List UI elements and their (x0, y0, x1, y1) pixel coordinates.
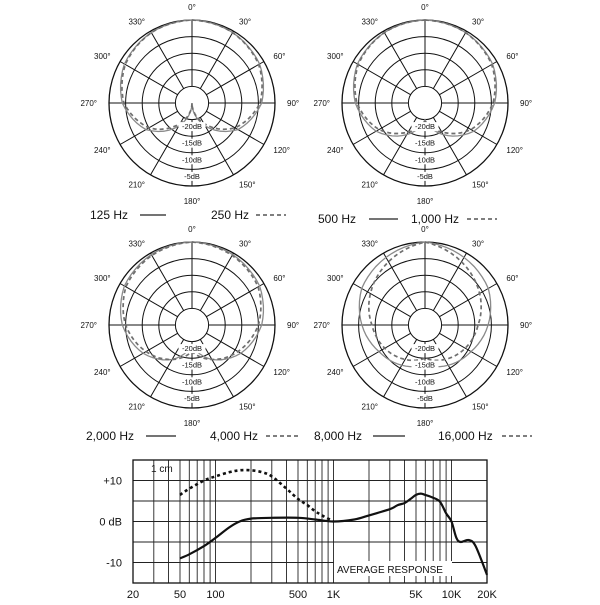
polar-angle-label: 210° (361, 402, 378, 412)
polar-angle-label: 240° (327, 368, 344, 377)
polar-plot-3 (80, 225, 299, 428)
polar-angle-label: 210° (361, 180, 378, 190)
polar-ring-label: -15dB (181, 360, 203, 370)
polar-angle-label: 60° (506, 52, 519, 61)
polar-ring-label: -10dB (414, 155, 436, 165)
polar-angle-label: 240° (327, 146, 344, 155)
polar-ring-label: -10dB (181, 155, 203, 165)
polar-angle-label: 330° (128, 239, 145, 249)
x-tick-label: 20 (126, 589, 140, 600)
polar-ring-label: -20dB (414, 122, 436, 132)
polar-angle-label: 60° (273, 274, 286, 283)
polar-angle-label: 0° (188, 3, 196, 12)
polar-plot-2 (313, 3, 532, 206)
polar-spoke (384, 31, 417, 89)
x-tick-label: 20K (477, 589, 497, 600)
y-tick-label: 0 dB (99, 516, 122, 529)
polar-angle-label: 30° (472, 239, 485, 249)
legend-label-125hz: 125 Hz (90, 208, 129, 222)
polar-angle-label: 300° (94, 52, 111, 61)
legend-label-500hz: 500 Hz (318, 212, 357, 226)
polar-angle-label: 0° (421, 3, 429, 12)
polar-spoke (206, 111, 264, 144)
polar-spoke (206, 62, 264, 95)
polar-angle-label: 90° (287, 99, 300, 108)
polar-angle-label: 180° (183, 197, 201, 206)
polar-angle-label: 300° (327, 274, 344, 283)
polar-spoke (120, 62, 178, 95)
polar-spoke (353, 62, 411, 95)
polar-angle-label: 240° (94, 146, 111, 155)
polar-angle-label: 270° (80, 321, 97, 330)
x-tick-label: 50 (173, 589, 187, 600)
polar-spoke (439, 333, 497, 366)
polar-spoke (384, 253, 417, 311)
legend-label-250hz: 250 Hz (211, 208, 250, 222)
polar-angle-label: 150° (239, 180, 256, 190)
legend-label-1000hz: 1,000 Hz (411, 212, 460, 226)
annotation-average-response: AVERAGE RESPONSE (337, 565, 443, 576)
x-tick-label: 1K (326, 589, 341, 600)
polar-angle-label: 300° (94, 274, 111, 283)
polar-angle-label: 60° (506, 274, 519, 283)
polar-angle-label: 120° (273, 146, 290, 155)
legend-label-16000hz: 16,000 Hz (438, 429, 493, 443)
x-tick-label: 5K (409, 589, 423, 600)
polar-ring-label: -15dB (181, 138, 203, 148)
polar-spoke (353, 333, 411, 366)
legend-label-2000hz: 2,000 Hz (86, 429, 135, 443)
polar-angle-label: 180° (416, 197, 434, 206)
polar-ring-label: -5dB (184, 171, 200, 181)
polar-angle-label: 0° (188, 225, 196, 234)
y-tick-label: -10 (106, 557, 122, 570)
polar-angle-label: 180° (183, 419, 201, 428)
polar-ring (175, 308, 208, 341)
polar-angle-label: 300° (327, 52, 344, 61)
polar-ring (408, 86, 441, 119)
polar-angle-label: 30° (239, 239, 252, 249)
polar-angle-label: 30° (472, 17, 485, 27)
polar-angle-label: 150° (239, 402, 256, 412)
polar-spoke (206, 284, 264, 317)
polar-angle-label: 270° (313, 99, 330, 108)
polar-spoke (433, 31, 466, 89)
polar-angle-label: 270° (80, 99, 97, 108)
polar-spoke (200, 253, 233, 311)
polar-ring-label: -20dB (414, 344, 436, 354)
polar-ring-label: -15dB (414, 138, 436, 148)
polar-angle-label: 330° (128, 17, 145, 27)
polar-ring-label: -20dB (181, 344, 203, 354)
polar-angle-label: 120° (506, 146, 523, 155)
polar-angle-label: 150° (472, 180, 489, 190)
polar-spoke (439, 62, 497, 95)
polar-ring-label: -5dB (417, 393, 433, 403)
polar-angle-label: 270° (313, 321, 330, 330)
x-tick-label: 100 (206, 589, 225, 600)
polar-spoke (120, 284, 178, 317)
y-tick-label: +10 (103, 475, 122, 488)
polar-angle-label: 330° (361, 239, 378, 249)
polar-angle-label: 90° (287, 321, 300, 330)
annotation-1cm: 1 cm (151, 464, 173, 475)
polar-ring-label: -20dB (181, 122, 203, 132)
polar-angle-label: 60° (273, 52, 286, 61)
average-response-label-box (334, 561, 452, 576)
polar-ring-label: -10dB (181, 377, 203, 387)
polar-spoke (151, 31, 184, 89)
frequency-response-plot (99, 460, 497, 600)
polar-angle-label: 120° (273, 368, 290, 377)
polar-plot-1 (80, 3, 299, 206)
response-curve-1cm-dashed (180, 470, 334, 522)
polar-plot-4 (313, 225, 532, 428)
polar-angle-label: 210° (128, 402, 145, 412)
polar-ring-label: -5dB (417, 171, 433, 181)
polar-angle-label: 120° (506, 368, 523, 377)
x-tick-label: 500 (288, 589, 308, 600)
polar-ring-label: -5dB (184, 393, 200, 403)
polar-angle-label: 180° (416, 419, 434, 428)
polar-angle-label: 150° (472, 402, 489, 412)
legend-label-8000hz: 8,000 Hz (314, 429, 363, 443)
legend-label-4000hz: 4,000 Hz (210, 429, 259, 443)
polar-angle-label: 210° (128, 180, 145, 190)
polar-angle-label: 0° (421, 225, 429, 234)
polar-angle-label: 90° (520, 99, 533, 108)
x-tick-label: 10K (441, 589, 462, 600)
polar-ring (408, 308, 441, 341)
polar-ring-label: -15dB (414, 360, 436, 370)
polar-angle-label: 30° (239, 17, 252, 27)
polar-spoke (200, 31, 233, 89)
polar-angle-label: 240° (94, 368, 111, 377)
polar-angle-label: 90° (520, 321, 533, 330)
polar-spoke (151, 253, 184, 311)
polar-angle-label: 330° (361, 17, 378, 27)
polar-ring-label: -10dB (414, 377, 436, 387)
